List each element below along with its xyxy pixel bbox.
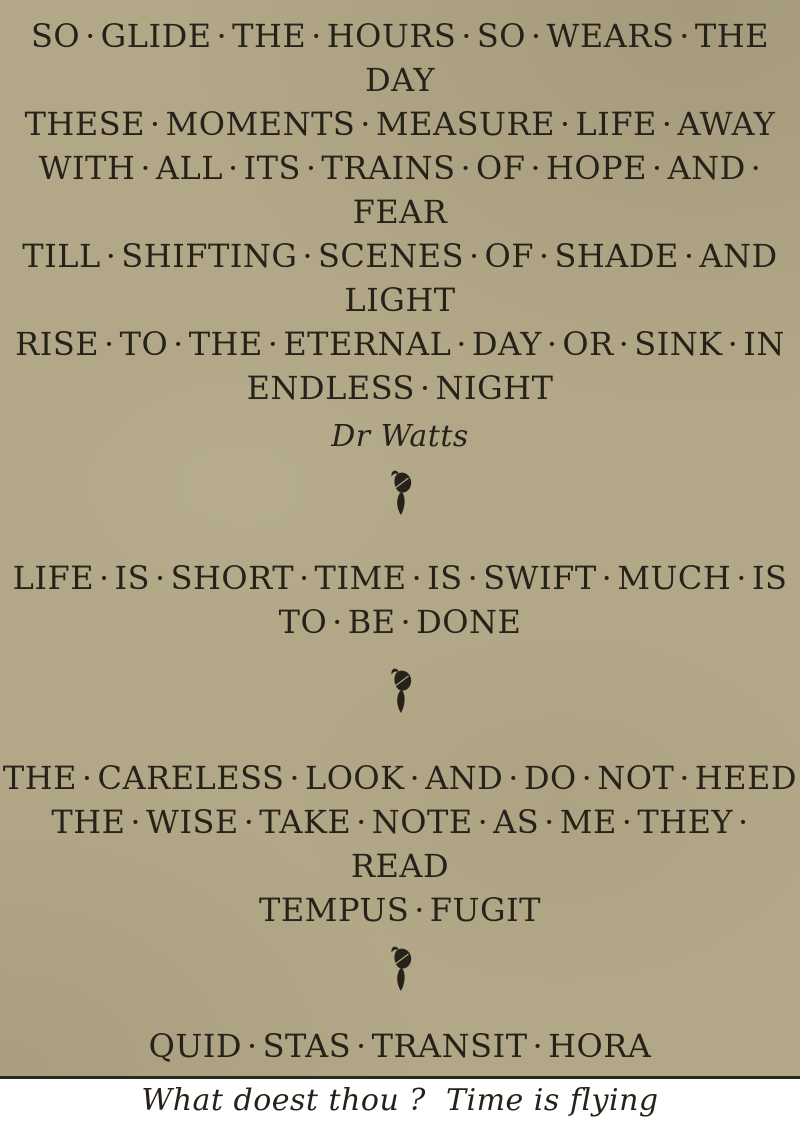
motto-life-is-short — [0, 556, 800, 644]
motto-line: ENDLESS · NIGHT — [246, 369, 554, 407]
motto-translation: What doest thou ? Time is flying — [141, 1083, 659, 1118]
motto-line: THE · WISE · TAKE · NOTE · AS · ME · THEY · READ — [51, 803, 754, 885]
motto-line: WITH · ALL · ITS · TRAINS · OF · HOPE · AND · FEAR — [38, 149, 767, 231]
motto-attribution: Dr Watts — [331, 419, 469, 454]
motto-careless-look — [0, 756, 800, 932]
motto-so-glide — [0, 14, 800, 458]
fleuron-leaf-icon — [0, 666, 800, 714]
motto-line: THESE · MOMENTS · MEASURE · LIFE · AWAY — [24, 105, 776, 143]
fleuron-leaf-icon — [0, 468, 800, 516]
motto-quid-stas — [0, 1024, 800, 1122]
motto-line: QUID · STAS · TRANSIT · HORA — [148, 1027, 652, 1065]
motto-line: LIGHT — [344, 281, 456, 319]
motto-line: THE · CARELESS · LOOK · AND · DO · NOT · HEED — [2, 759, 798, 797]
motto-line: DAY — [364, 61, 436, 99]
fleuron-leaf-icon — [0, 944, 800, 992]
motto-line: TEMPUS · FUGIT — [258, 891, 542, 929]
motto-line: RISE · TO · THE · ETERNAL · DAY · OR · SINK · IN — [15, 325, 785, 363]
motto-line: TO · BE · DONE — [278, 603, 522, 641]
motto-line: LIFE · IS · SHORT · TIME · IS · SWIFT · MUCH · IS — [12, 559, 788, 597]
motto-line: TILL · SHIFTING · SCENES · OF · SHADE · AND — [22, 237, 778, 275]
motto-line: SO · GLIDE · THE · HOURS · SO · WEARS · THE — [31, 17, 769, 55]
